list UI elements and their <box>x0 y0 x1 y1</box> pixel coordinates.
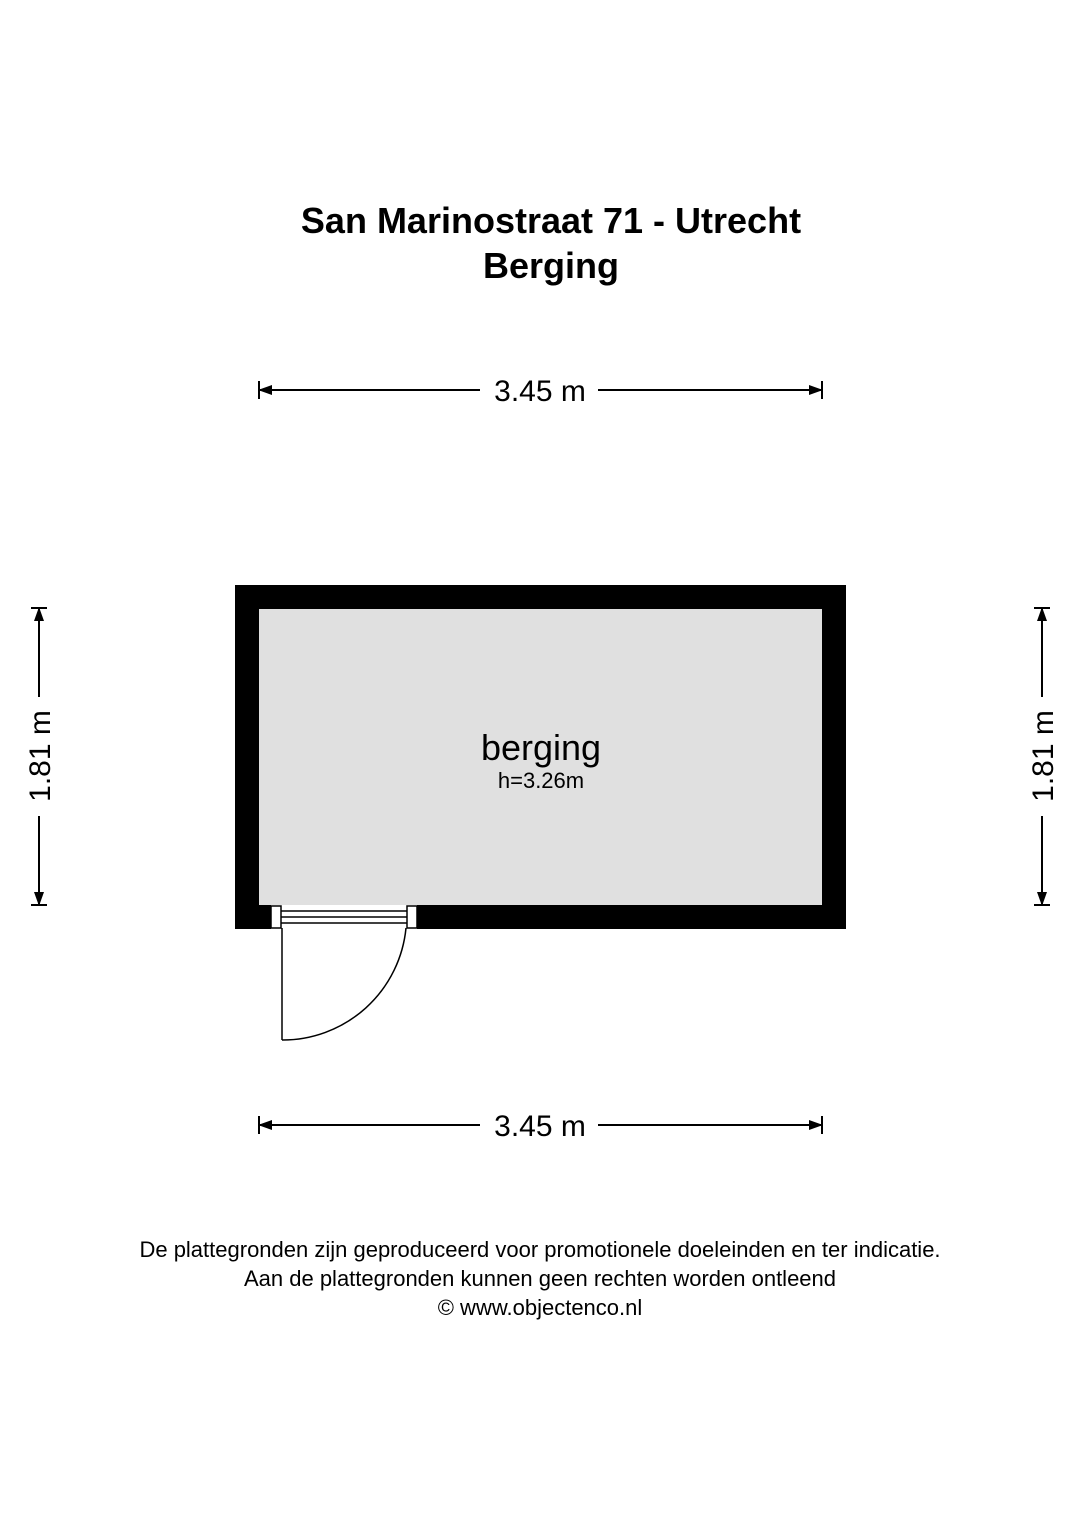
right-height-dimension <box>1027 608 1060 905</box>
left-height-dimension <box>24 608 57 905</box>
plan-title: San Marinostraat 71 - Utrecht <box>300 200 802 241</box>
right-height-label: 1.81 m <box>1027 710 1060 802</box>
bottom-width-label: 3.45 m <box>494 1110 586 1143</box>
bottom-width-dimension <box>259 1110 822 1143</box>
room-height: h=3.26m <box>497 768 585 793</box>
plan-subtitle: Berging <box>482 245 620 286</box>
top-width-dimension <box>259 375 822 408</box>
door <box>271 906 417 1040</box>
room-name: berging <box>480 727 602 768</box>
left-height-label: 1.81 m <box>24 710 57 802</box>
disclaimer-line-1: De plattegronden zijn geproduceerd voor promotionele doeleinden en ter indicatie. <box>139 1237 941 1262</box>
door-swing-arc <box>282 928 406 1040</box>
top-width-label: 3.45 m <box>494 375 586 408</box>
copyright-line: © www.objectenco.nl <box>437 1295 643 1320</box>
disclaimer-line-2: Aan de plattegronden kunnen geen rechten worden ontleend <box>243 1266 837 1291</box>
